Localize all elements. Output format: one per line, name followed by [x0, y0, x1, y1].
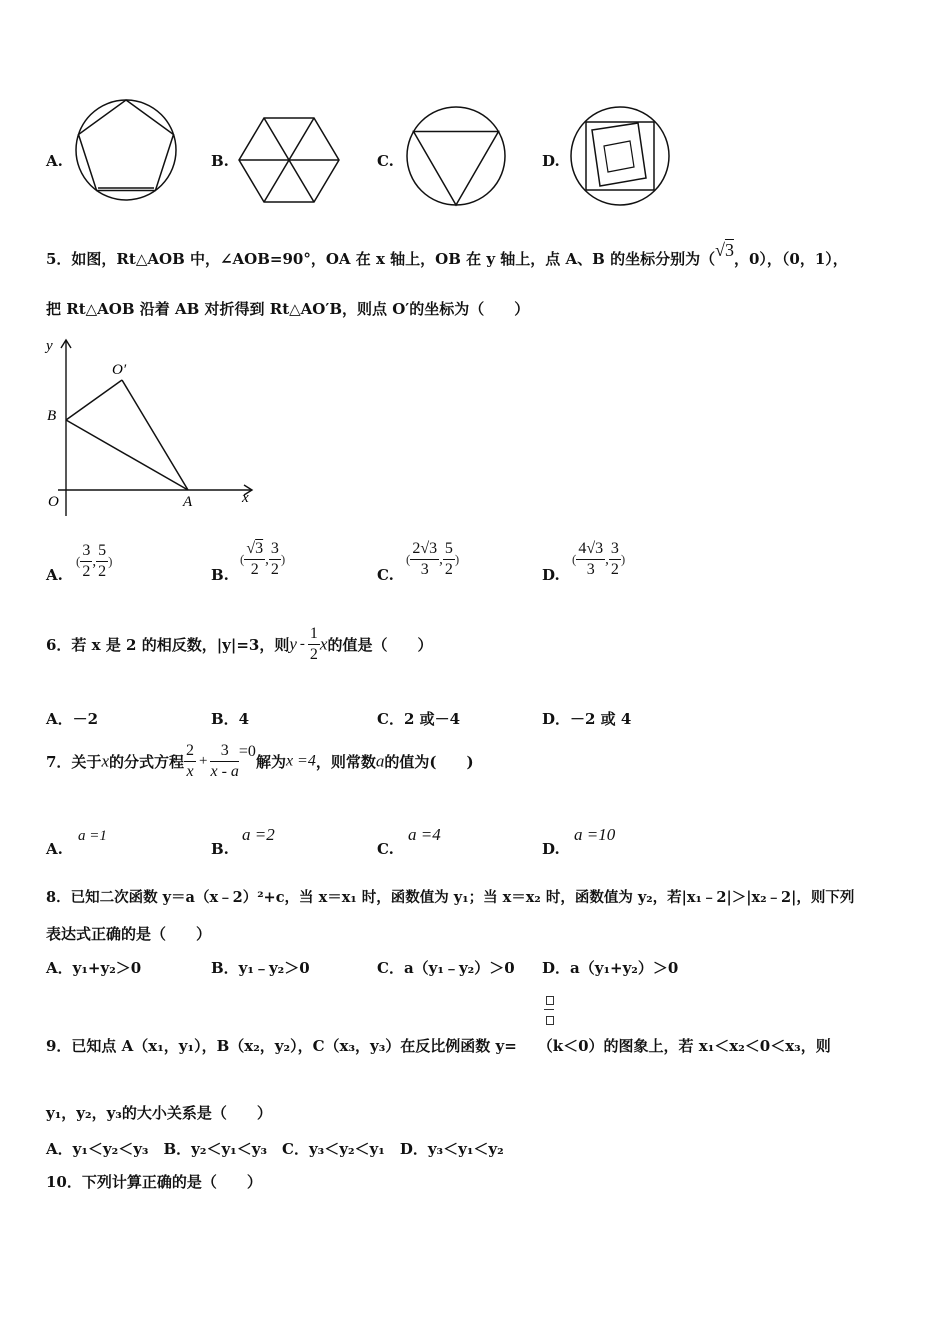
q7-option-a-letter: A.: [46, 840, 63, 858]
q7-option-a-value: a =1: [78, 828, 107, 844]
q7-fraction-1: $\frac{2}{x}$: [186, 742, 194, 780]
q9-text-a: 9．已知点 A（x₁，y₁），B（x₂，y₂），C（x₃，y₃）在反比例函数 y=: [46, 1037, 517, 1055]
q6-option-c: C．2 或－4: [377, 710, 461, 728]
q9-line2: y₁，y₂，y₃的大小关系是（ ）: [46, 1104, 272, 1122]
q6-suffix: 的值是（ ）: [327, 636, 433, 654]
q9-options: A．y₁＜y₂＜y₃ B．y₂＜y₁＜y₃ C．y₃＜y₂＜y₁ D．y₃＜y₁＜y₂: [46, 1140, 504, 1158]
q10-stem: 10．下列计算正确的是（ ）: [46, 1173, 262, 1191]
q8-line2: 表达式正确的是（ ）: [46, 925, 212, 943]
o-prime-label: O′: [112, 362, 127, 378]
hexagon-with-diagonals-figure: [237, 116, 341, 206]
y-axis-label: y: [46, 338, 53, 354]
q4-option-b-letter: B.: [211, 152, 229, 170]
q7-option-c-value: a =4: [408, 825, 441, 844]
a-label: A: [183, 494, 193, 510]
q6-prefix: 6．若 x 是 2 的相反数，|y|=3，则: [46, 636, 290, 654]
q5-option-b-value: ( $\frac{√3}{2}$ , $\frac{3}{2}$ ): [240, 540, 286, 578]
q6-minus: -: [299, 636, 305, 652]
q8-option-a: A．y₁+y₂＞0: [46, 959, 142, 977]
q4-option-a-letter: A.: [46, 152, 63, 170]
q6-option-a: A．－2: [46, 710, 99, 728]
q6-option-b: B．4: [211, 710, 250, 728]
x-axis-label: x: [242, 490, 249, 506]
q6-var-x: x: [319, 634, 328, 654]
q5-line2: 把 Rt△AOB 沿着 AB 对折得到 Rt△AO′B，则点 O′的坐标为（ ）: [46, 300, 530, 318]
q8-option-d: D．a（y₁+y₂）＞0: [542, 959, 679, 977]
q5-option-a-letter: A.: [46, 566, 63, 584]
q8-option-b: B．y₁﹣y₂＞0: [211, 959, 310, 977]
q6-fraction: $\frac{1}{2}$: [309, 625, 318, 663]
rotated-square-figure: [568, 104, 672, 208]
q7-solution: x =4: [285, 752, 316, 770]
k-over-x-fraction-glyph: [546, 996, 554, 1025]
q8-line1: 8．已知二次函数 y＝a（x﹣2）²+c，当 x＝x₁ 时，函数值为 y₁；当 x＝x₂ 时，函数值为 y₂，若|x₁﹣2|＞|x₂﹣2|，则下列: [46, 889, 855, 906]
q7-option-b-value: a =2: [242, 825, 275, 844]
q7-stem: 7．关于x的分式方程 $\frac{2}{x}$ + $\frac{3}{x - a}$ =0解为x =4，则常数a的值为( ): [46, 742, 474, 780]
q5-sqrt3: √3: [715, 240, 734, 260]
q5-option-c-value: ( $\frac{2√3}{3}$ , $\frac{5}{2}$ ): [406, 540, 460, 578]
q4-option-d-letter: D.: [542, 152, 560, 170]
q9-line1: [46, 1035, 831, 1056]
q7-fraction-2: $\frac{3}{x - a}$: [210, 742, 239, 780]
q7-option-b-letter: B.: [211, 840, 229, 858]
q5-coordinate-figure: [42, 336, 254, 516]
q8-option-c: C．a（y₁﹣y₂）＞0: [377, 959, 515, 977]
q7-option-c-letter: C.: [377, 840, 394, 858]
q7-var-a: a: [375, 751, 385, 771]
b-label: B: [47, 408, 57, 424]
q5-option-b-letter: B.: [211, 566, 229, 584]
q5-text-b: ，0），（0，1），: [733, 250, 848, 268]
q6-stem: [46, 626, 432, 663]
q5-line1: [46, 240, 848, 269]
q9-text-b: （k＜0）的图象上，若 x₁＜x₂＜0＜x₃，则: [537, 1037, 831, 1055]
q4-option-c-letter: C.: [377, 152, 394, 170]
q5-option-c-letter: C.: [377, 566, 394, 584]
q7-option-d-value: a =10: [574, 825, 616, 844]
q5-option-d-letter: D.: [542, 566, 560, 584]
q7-var-x: x: [101, 751, 109, 771]
q5-option-a-value: ( $\frac{3}{2}$ , $\frac{5}{2}$ ): [76, 542, 113, 580]
pentagon-in-circle-figure: [74, 98, 178, 202]
triangle-in-circle-figure: [404, 104, 508, 208]
q7-option-d-letter: D.: [542, 840, 560, 858]
o-label: O: [48, 494, 59, 510]
q5-text-a: 5．如图，Rt△AOB 中，∠AOB=90°，OA 在 x 轴上，OB 在 y 轴上，点 A、B 的坐标分别为（: [46, 250, 716, 268]
q5-option-d-value: ( $\frac{4√3}{3}$ , $\frac{3}{2}$ ): [572, 540, 626, 578]
q6-var-y: y: [289, 634, 297, 654]
q6-option-d: D．－2 或 4: [542, 710, 632, 728]
